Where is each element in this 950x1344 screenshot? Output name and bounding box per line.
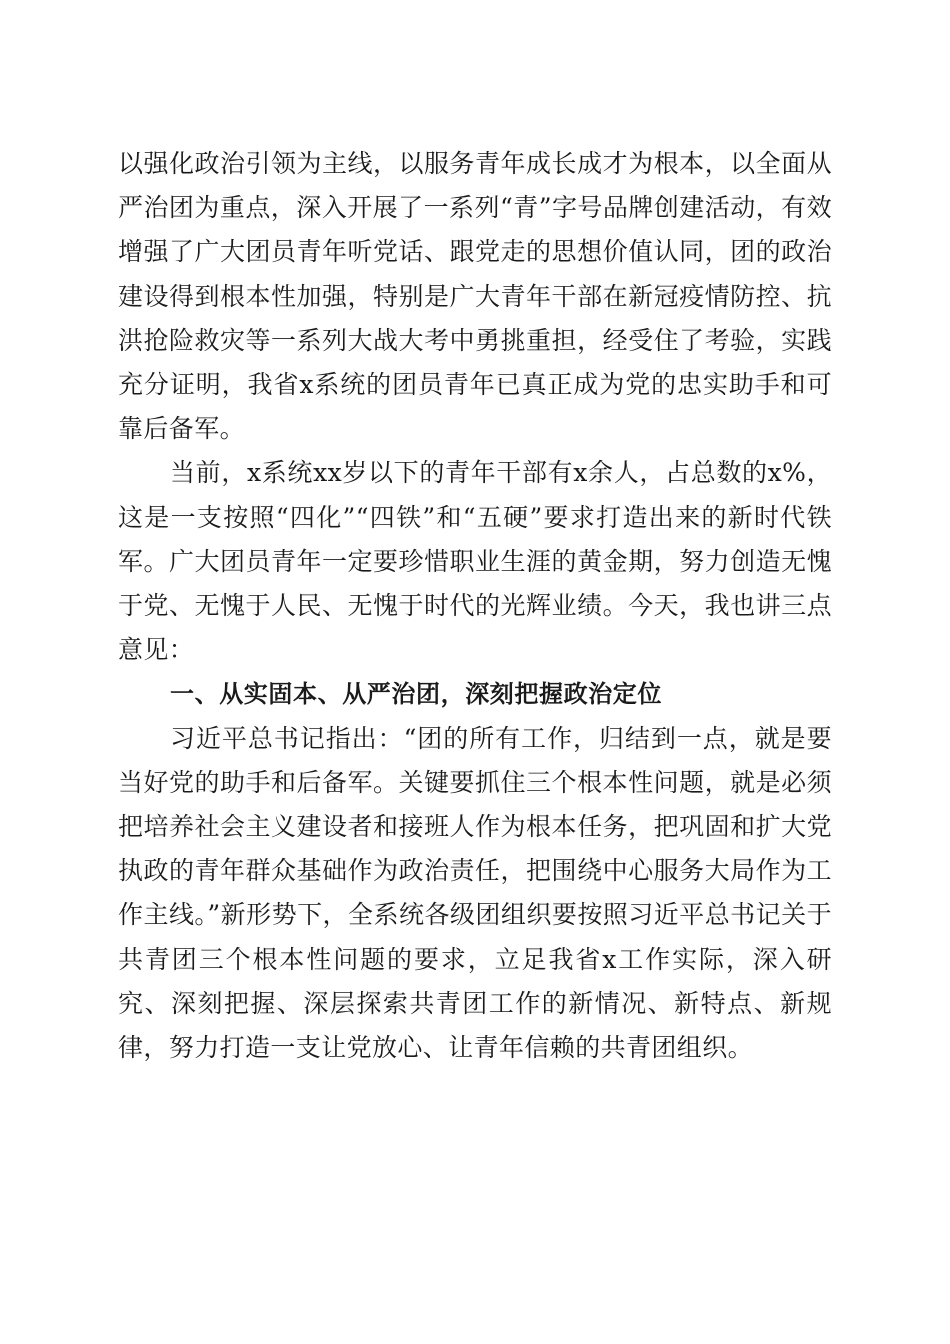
body-paragraph-current-status: 当前，x系统xx岁以下的青年干部有x余人，占总数的x%，这是一支按照“四化”“四铁”和“五硬”要求打造出来的新时代铁军。广大团员青年一定要珍惜职业生涯的黄金期，努力创造无愧于党、无愧于人民、无愧于时代的光辉业绩。今天，我也讲三点意见： [118, 458, 832, 665]
section-heading-1: 一、从实固本、从严治团，深刻把握政治定位 [170, 680, 662, 709]
document-body [118, 142, 832, 1070]
body-paragraph-continued: 以强化政治引领为主线，以服务青年成长成才为根本，以全面从严治团为重点，深入开展了一系列“青”字号品牌创建活动，有效增强了广大团员青年听党话、跟党走的思想价值认同，团的政治建设得到根本性加强，特别是广大青年干部在新冠疫情防控、抗洪抢险救灾等一系列大战大考中勇挑重担，经受住了考验，实践充分证明，我省x系统的团员青年已真正成为党的忠实助手和可靠后备军。 [118, 149, 832, 444]
body-paragraph-quote: 习近平总书记指出：“团的所有工作，归结到一点，就是要当好党的助手和后备军。关键要抓住三个根本性问题，就是必须把培养社会主义建设者和接班人作为根本任务，把巩固和扩大党执政的青年群众基础作为政治责任，把围绕中心服务大局作为工作主线。”新形势下，全系统各级团组织要按照习近平总书记关于共青团三个根本性问题的要求，立足我省x工作实际，深入研究、深刻把握、深层探索共青团工作的新情况、新特点、新规律，努力打造一支让党放心、让青年信赖的共青团组织。 [118, 723, 832, 1063]
